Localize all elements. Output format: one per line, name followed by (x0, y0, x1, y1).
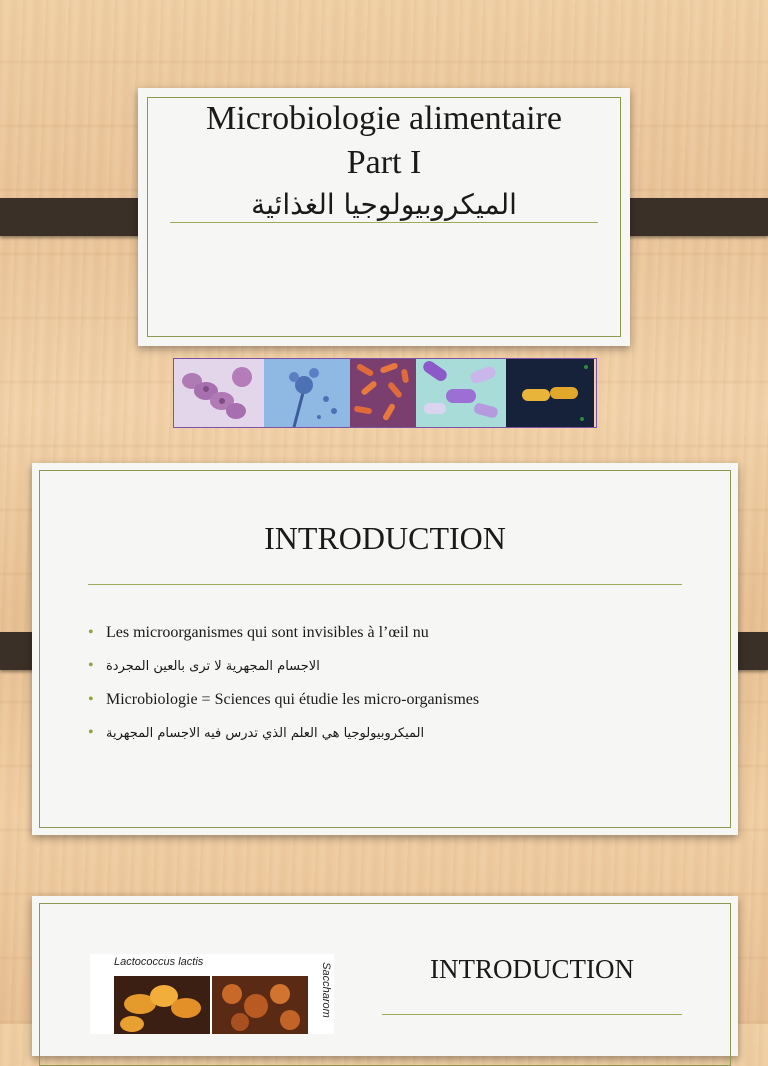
slide-3-rule (382, 1014, 682, 1015)
slide-2-rule (88, 584, 682, 585)
slide-2-title: INTRODUCTION (264, 520, 506, 556)
slide-3-title: INTRODUCTION (430, 954, 634, 984)
strap-left-1 (0, 198, 156, 236)
slide-1-rule (170, 222, 598, 223)
bullet-icon: • (88, 624, 94, 641)
bullet-icon: • (88, 691, 94, 708)
bullet-text: Microbiologie = Sciences qui étudie les micro-organismes (106, 691, 480, 708)
bullet-item (88, 722, 708, 745)
microorganism-image-strip (173, 358, 597, 428)
bullet-text: الاجسام المجهرية لا ترى بالعين المجردة (106, 659, 320, 674)
bullet-text: Les microorganismes qui sont invisibles à l’œil nu (106, 624, 429, 641)
image-caption: Lactococcus lactis (114, 956, 204, 968)
image-side-caption: Saccharom (320, 962, 333, 1018)
lactococcus-image (90, 954, 334, 1034)
yeast-cells-image (416, 359, 506, 427)
bullet-item (88, 622, 708, 644)
mold-image (264, 359, 350, 427)
slide-1-title-line1: Microbiologie alimentaire (206, 100, 562, 137)
bullet-item (88, 655, 708, 678)
bullet-icon: • (88, 657, 94, 674)
yellow-bacillus-image (506, 359, 594, 427)
slide-1[interactable] (138, 88, 630, 346)
slide-1-title-line2: Part I (346, 144, 422, 181)
slide-1-title-arabic: الميكروبيولوجيا الغذائية (251, 188, 517, 221)
strap-right-1 (613, 198, 768, 236)
bullet-item (88, 689, 708, 711)
slide-2[interactable] (32, 463, 738, 835)
rod-bacteria-image (350, 359, 416, 427)
bullet-text: الميكروبيولوجيا هي العلم الذي تدرس فيه الاجسام المجهرية (106, 726, 425, 741)
bacteria-chain-image (174, 359, 264, 427)
slide-2-bullet-list (88, 622, 708, 756)
slide-3[interactable] (32, 896, 738, 1056)
bullet-icon: • (88, 724, 94, 741)
